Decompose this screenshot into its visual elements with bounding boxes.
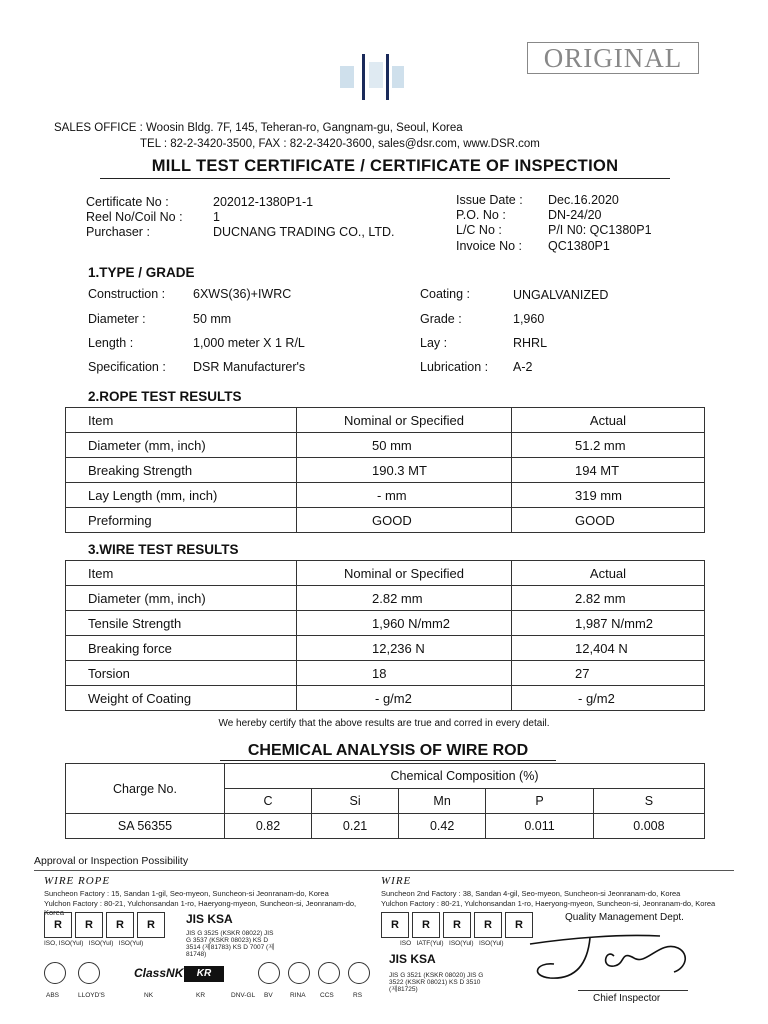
- office-address: SALES OFFICE : Woosin Bldg. 7F, 145, Teheran-ro, Gangnam-gu, Seoul, Korea: [54, 122, 463, 134]
- table-row: [66, 508, 705, 533]
- cert-label: ISO(Yul): [479, 940, 504, 947]
- cert-label: ISO(Yul): [118, 940, 144, 947]
- lay-label: Lay :: [420, 336, 448, 350]
- office-contact: TEL : 82-2-3420-3500, FAX : 82-2-3420-3600, sales@dsr.com, www.DSR.com: [140, 138, 540, 150]
- reel-value: 1: [213, 210, 220, 224]
- kr-icon: KR: [184, 966, 224, 982]
- original-stamp: ORIGINAL: [527, 42, 699, 74]
- element-cell: C: [225, 789, 312, 814]
- factory-line: Yulchon Factory : 80-21, Yulchonsandan 1-ro, Haeryong-myeon, Suncheon-si, Jeonranam-do, Korea: [381, 898, 716, 908]
- table-cell: 18: [297, 661, 512, 686]
- po-value: DN-24/20: [548, 208, 602, 222]
- coating-value: UNGALVANIZED: [513, 288, 609, 302]
- abs-icon: [44, 962, 66, 984]
- table-row: [66, 458, 705, 483]
- jis-ksa-logo: JIS KSA: [389, 952, 436, 966]
- class-label: CCS: [320, 992, 334, 999]
- factory-line: Suncheon 2nd Factory : 38, Sandan 4-gil, Seo-myeon, Suncheon-si Jeonranam-do, Korea: [381, 889, 681, 898]
- factory-line: Yulchon Factory : 80-21, Yulchonsandan 1-ro, Haeryong-myeon, Suncheon-si, Jeonranam-do, Korea: [44, 898, 357, 917]
- value-cell: 0.21: [312, 814, 399, 839]
- table-cell: GOOD: [512, 508, 705, 533]
- rope-cert-labels: [44, 940, 143, 947]
- cert-label: ISO, ISO(Yul): [44, 940, 84, 947]
- composition-header: Chemical Composition (%): [225, 764, 705, 789]
- length-value: 1,000 meter X 1 R/L: [193, 336, 305, 350]
- lc-label: L/C No :: [456, 223, 502, 237]
- factory-line: Suncheon Factory : 15, Sandan 1-gil, Seo-myeon, Suncheon-si Jeonranam-do, Korea: [44, 889, 329, 898]
- ccs-icon: [318, 962, 340, 984]
- table-cell: Breaking force: [66, 636, 297, 661]
- grade-value: 1,960: [513, 312, 545, 326]
- classnk-icon: ClassNK: [134, 966, 184, 980]
- rs-icon: [348, 962, 370, 984]
- class-label: RS: [353, 992, 363, 999]
- table-row: [66, 433, 705, 458]
- table-cell: - mm: [297, 483, 512, 508]
- class-label: RINA: [290, 992, 306, 999]
- table-header-row: [66, 408, 705, 433]
- table-row: [66, 586, 705, 611]
- certificate-title: MILL TEST CERTIFICATE / CERTIFICATE OF INSPECTION: [100, 157, 670, 179]
- cert-label: ISO: [400, 940, 412, 947]
- class-label: BV: [264, 992, 273, 999]
- cert-label: ISO(Yul): [88, 940, 114, 947]
- table-cell: Preforming: [66, 508, 297, 533]
- class-label: ABS: [46, 992, 60, 999]
- table-header-cell: Nominal or Specified: [297, 561, 512, 586]
- table-cell: Breaking Strength: [66, 458, 297, 483]
- type-grade-heading: 1.TYPE / GRADE: [88, 265, 195, 280]
- chief-inspector-label: Chief Inspector: [593, 993, 661, 1004]
- inspector-signature: [510, 928, 730, 997]
- table-cell: 1,960 N/mm2: [297, 611, 512, 636]
- table-cell: Torsion: [66, 661, 297, 686]
- table-header-cell: Item: [66, 561, 297, 586]
- po-label: P.O. No :: [456, 208, 506, 222]
- lay-value: RHRL: [513, 336, 548, 350]
- length-label: Length :: [88, 336, 134, 350]
- table-cell: 12,236 N: [297, 636, 512, 661]
- certification-note: We hereby certify that the above results are true and corred in every detail.: [218, 718, 550, 729]
- table-header-cell: Actual: [512, 561, 705, 586]
- sales-office: [54, 120, 704, 152]
- bv-icon: [258, 962, 280, 984]
- element-cell: Mn: [399, 789, 486, 814]
- table-cell: GOOD: [297, 508, 512, 533]
- element-cell: Si: [312, 789, 399, 814]
- cert-label: ISO(Yul): [449, 940, 474, 947]
- class-label: LLOYD'S: [78, 992, 105, 999]
- iso-icon: R: [505, 912, 533, 938]
- wire-test-table: [65, 560, 705, 711]
- cert-no-label: Certificate No :: [86, 195, 169, 209]
- invoice-value: QC1380P1: [548, 239, 610, 253]
- table-cell: Diameter (mm, inch): [66, 433, 297, 458]
- table-cell: 2.82 mm: [297, 586, 512, 611]
- element-cell: S: [593, 789, 704, 814]
- quality-dept: Quality Management Dept.: [565, 912, 684, 923]
- company-logo: [336, 48, 406, 104]
- iso-icon: R: [75, 912, 103, 938]
- table-header-row: [66, 764, 705, 789]
- issue-value: Dec.16.2020: [548, 193, 619, 207]
- invoice-label: Invoice No :: [456, 239, 523, 253]
- chemical-heading: CHEMICAL ANALYSIS OF WIRE ROD: [220, 742, 556, 761]
- iso-icon: R: [412, 912, 440, 938]
- table-cell: Diameter (mm, inch): [66, 586, 297, 611]
- approval-heading: Approval or Inspection Possibility: [34, 855, 189, 867]
- table-cell: 2.82 mm: [512, 586, 705, 611]
- table-row: [66, 611, 705, 636]
- lubrication-label: Lubrication :: [420, 360, 489, 374]
- footer-divider: [34, 870, 734, 871]
- rope-cert-logos: [44, 912, 168, 938]
- wire-heading: WIRE: [381, 875, 412, 887]
- table-cell: 12,404 N: [512, 636, 705, 661]
- rope-test-heading: 2.ROPE TEST RESULTS: [88, 389, 242, 404]
- table-row: [66, 686, 705, 711]
- wire-factories: [381, 889, 721, 908]
- table-cell: 194 MT: [512, 458, 705, 483]
- table-row: [66, 483, 705, 508]
- charge-no-cell: SA 56355: [66, 814, 225, 839]
- value-cell: 0.008: [593, 814, 704, 839]
- rina-icon: [288, 962, 310, 984]
- construction-value: 6XWS(36)+IWRC: [193, 287, 292, 301]
- table-cell: 27: [512, 661, 705, 686]
- table-row: [66, 636, 705, 661]
- value-cell: 0.42: [399, 814, 486, 839]
- wire-test-heading: 3.WIRE TEST RESULTS: [88, 542, 239, 557]
- iso-icon: R: [474, 912, 502, 938]
- table-header-cell: Item: [66, 408, 297, 433]
- cert-no-value: 202012-1380P1-1: [213, 195, 314, 209]
- iso-icon: R: [106, 912, 134, 938]
- diameter-value: 50 mm: [193, 312, 232, 326]
- table-cell: - g/m2: [297, 686, 512, 711]
- jis-ks-lines: JIS G 3525 (KSKR 08022) JIS G 3537 (KSKR 08023) KS D 3514 (제81783) KS D 7007 (제81748): [186, 930, 275, 958]
- construction-label: Construction :: [88, 287, 166, 301]
- iso-icon: R: [443, 912, 471, 938]
- table-cell: 190.3 MT: [297, 458, 512, 483]
- wire-rope-heading: WIRE ROPE: [44, 875, 111, 887]
- table-cell: 1,987 N/mm2: [512, 611, 705, 636]
- table-row: [66, 814, 705, 839]
- cert-label: IATF(Yul): [416, 940, 444, 947]
- table-cell: Tensile Strength: [66, 611, 297, 636]
- table-cell: - g/m2: [512, 686, 705, 711]
- chemical-table: [65, 763, 705, 839]
- grade-label: Grade :: [420, 312, 462, 326]
- table-cell: Weight of Coating: [66, 686, 297, 711]
- value-cell: 0.011: [486, 814, 594, 839]
- iso-icon: R: [381, 912, 409, 938]
- issue-label: Issue Date :: [456, 193, 523, 207]
- table-header-row: [66, 561, 705, 586]
- iso-icon: R: [44, 912, 72, 938]
- table-row: [66, 661, 705, 686]
- signature-line: [578, 990, 688, 991]
- charge-no-header: Charge No.: [66, 764, 225, 814]
- coating-label: Coating :: [420, 287, 471, 301]
- table-header-cell: Actual: [512, 408, 705, 433]
- spec-value: DSR Manufacturer's: [193, 360, 306, 374]
- lubrication-value: A-2: [513, 360, 533, 374]
- iso-icon: R: [137, 912, 165, 938]
- reel-label: Reel No/Coil No :: [86, 210, 183, 224]
- lc-value: P/I N0: QC1380P1: [548, 223, 652, 237]
- jis-ks-lines: JIS G 3521 (KSKR 08020) JIS G 3522 (KSKR 08021) KS D 3510 (제81725): [389, 972, 484, 993]
- jis-ksa-logo: JIS KSA: [186, 912, 233, 926]
- table-cell: Lay Length (mm, inch): [66, 483, 297, 508]
- rope-test-table: [65, 407, 705, 533]
- table-cell: 51.2 mm: [512, 433, 705, 458]
- purchaser-label: Purchaser :: [86, 225, 150, 239]
- table-cell: 50 mm: [297, 433, 512, 458]
- class-label: KR: [196, 992, 206, 999]
- table-header-cell: Nominal or Specified: [297, 408, 512, 433]
- class-label: DNV-GL: [231, 992, 256, 999]
- table-cell: 319 mm: [512, 483, 705, 508]
- purchaser-value: DUCNANG TRADING CO., LTD.: [213, 225, 395, 239]
- spec-label: Specification :: [88, 360, 166, 374]
- diameter-label: Diameter :: [88, 312, 146, 326]
- element-cell: P: [486, 789, 594, 814]
- value-cell: 0.82: [225, 814, 312, 839]
- class-society-logos: [38, 962, 378, 988]
- lloyds-icon: [78, 962, 100, 984]
- class-label: NK: [144, 992, 154, 999]
